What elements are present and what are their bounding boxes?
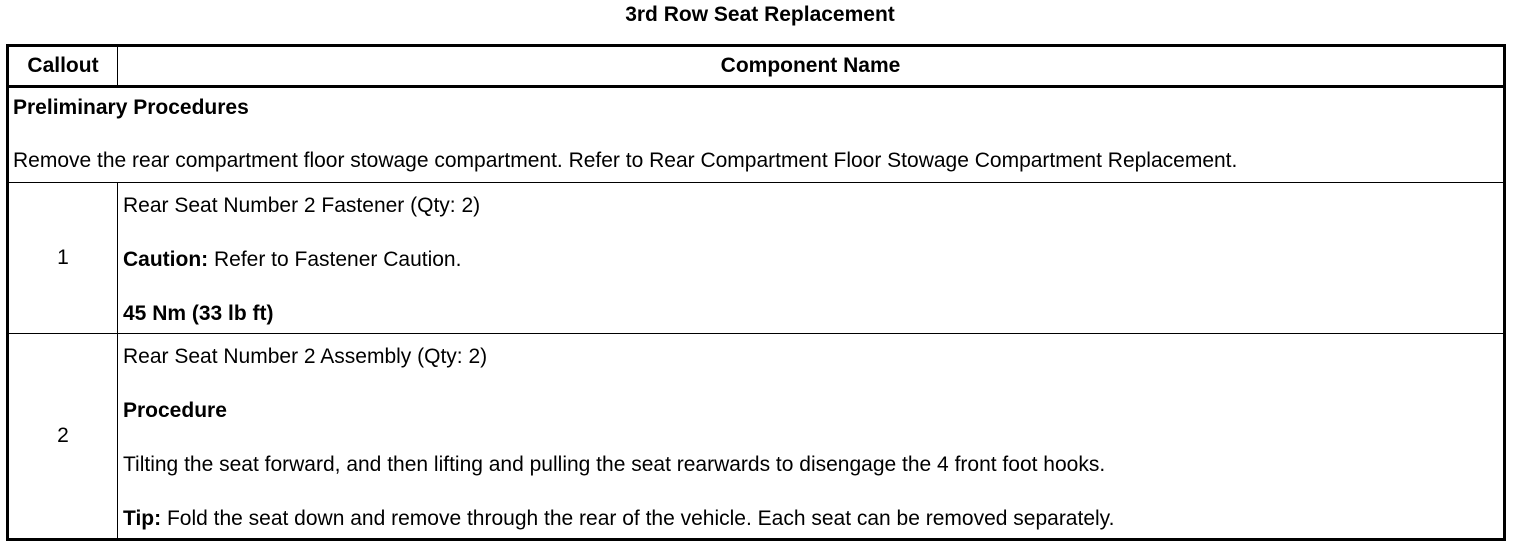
tip-text: Fold the seat down and remove through the rear of the vehicle. Each seat can be removed separately.: [161, 507, 1115, 530]
procedure-heading: Procedure: [123, 399, 227, 422]
preliminary-cell: [8, 87, 1505, 183]
caution-label: Caution:: [123, 248, 209, 271]
procedure-text: Tilting the seat forward, and then lifting and pulling the seat rearwards to disengage the 4 front foot hooks.: [123, 453, 1106, 476]
component-name: Rear Seat Number 2 Assembly (Qty: 2): [123, 345, 488, 368]
table-header-row: [8, 46, 1505, 87]
tip-label: Tip:: [123, 507, 162, 530]
caution-text: Refer to Fastener Caution.: [208, 248, 462, 271]
caution-note: [123, 248, 1498, 272]
table-row: [8, 334, 1505, 540]
procedure-table: [6, 44, 1506, 541]
component-cell: [118, 183, 1505, 334]
preliminary-heading: Preliminary Procedures: [13, 96, 249, 119]
table-row: [8, 183, 1505, 334]
header-component-name: Component Name: [118, 46, 1505, 87]
callout-number: 1: [8, 183, 118, 334]
component-name: Rear Seat Number 2 Fastener (Qty: 2): [123, 194, 481, 217]
tip-note: [123, 507, 1498, 531]
callout-number: 2: [8, 334, 118, 540]
torque-spec: 45 Nm (33 lb ft): [123, 302, 274, 325]
header-callout: Callout: [8, 46, 118, 87]
preliminary-row: [8, 87, 1505, 183]
preliminary-text: Remove the rear compartment floor stowage compartment. Refer to Rear Compartment Floor Stowage Compartment Replacement.: [13, 149, 1238, 172]
component-cell: [118, 334, 1505, 540]
document-title: 3rd Row Seat Replacement: [625, 3, 895, 26]
